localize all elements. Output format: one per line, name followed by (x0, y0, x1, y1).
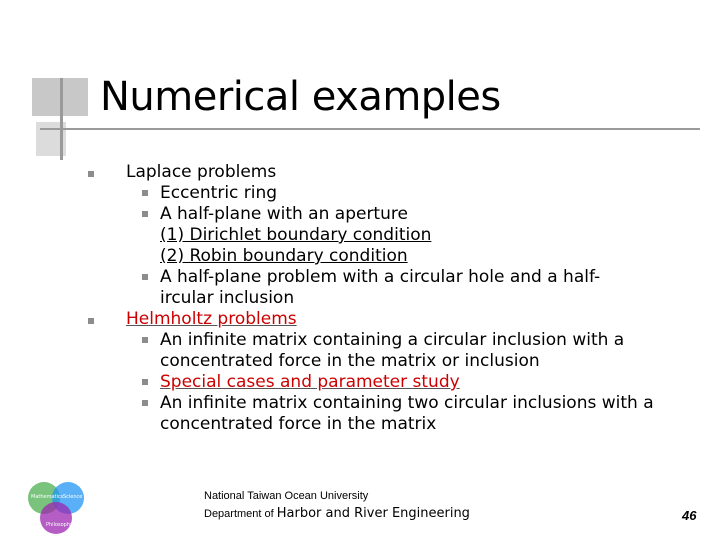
bullet-item-level-3 (60, 351, 710, 372)
bullet-text: An infinite matrix containing two circular inclusions with a (160, 393, 654, 413)
bullet-text: (2) Robin boundary condition (160, 246, 408, 266)
bullet-item-level-3 (60, 225, 710, 246)
bullet-item-level-2 (60, 204, 710, 225)
bullet-text: A half-plane problem with a circular hole and a half- (160, 267, 601, 287)
bullet-text: Eccentric ring (160, 183, 278, 203)
bullet-text: Laplace problems (126, 162, 277, 182)
bullet-text: Special cases and parameter study (160, 372, 460, 392)
logo-word-3: Philosophy (46, 522, 73, 528)
bullet-item-level-3 (60, 414, 710, 435)
bullet-marker-icon (142, 400, 148, 406)
bullet-marker-icon (88, 171, 94, 177)
logo-word-1: Mathematics (31, 494, 64, 500)
logo-word-2: Science (63, 494, 83, 500)
page-number: 46 (682, 508, 697, 523)
bullet-text: (1) Dirichlet boundary condition (160, 225, 432, 245)
footer (204, 487, 470, 523)
bullet-item-level-2 (60, 393, 710, 414)
bullet-item-level-2 (60, 267, 710, 288)
footer-dept-name: Harbor and River Engineering (276, 506, 470, 521)
bullet-marker-icon (142, 190, 148, 196)
bullet-item-level-3 (60, 288, 710, 309)
bullet-item-level-2 (60, 372, 710, 393)
logo-circle-3 (40, 502, 72, 534)
bullet-item-level-1 (60, 309, 710, 330)
bullet-item-level-2 (60, 183, 710, 204)
footer-dept-prefix: Department of (204, 508, 274, 520)
bullet-marker-icon (142, 274, 148, 280)
title-divider-line (40, 128, 700, 130)
bullet-text: concentrated force in the matrix or inclusion (160, 351, 540, 371)
bullet-marker-icon (142, 337, 148, 343)
bullet-item-level-2 (60, 330, 710, 351)
bullet-marker-icon (88, 318, 94, 324)
bullet-text: Helmholtz problems (126, 309, 297, 329)
bullet-text: A half-plane with an aperture (160, 204, 408, 224)
bullet-text: An infinite matrix containing a circular inclusion with a (160, 330, 625, 350)
bullet-item-level-3 (60, 246, 710, 267)
footer-university: National Taiwan Ocean University (204, 490, 369, 502)
bullet-list (60, 162, 710, 435)
decor-vertical-line (60, 78, 63, 160)
bullet-item-level-1 (60, 162, 710, 183)
slide-title: Numerical examples (100, 74, 501, 120)
venn-logo (24, 478, 88, 538)
bullet-marker-icon (142, 211, 148, 217)
footer-department (204, 505, 470, 523)
bullet-text: concentrated force in the matrix (160, 414, 437, 434)
bullet-marker-icon (142, 379, 148, 385)
bullet-text: ircular inclusion (160, 288, 295, 308)
